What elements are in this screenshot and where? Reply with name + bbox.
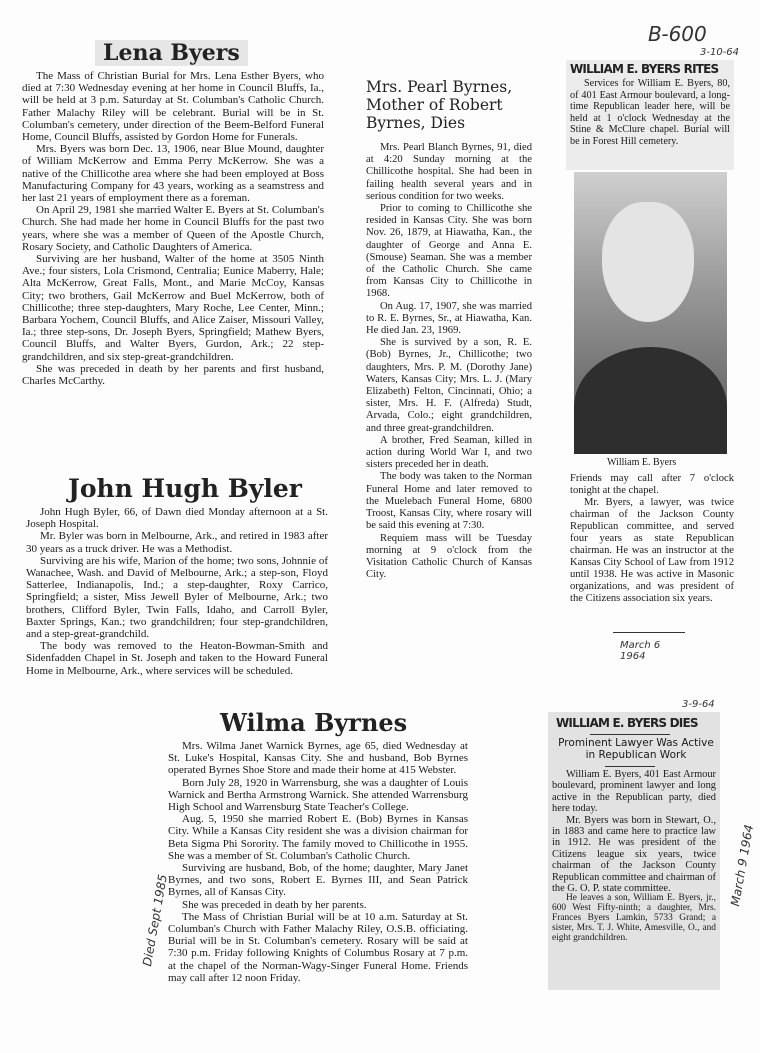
paragraph: The body was taken to the Norman Funeral Home and later removed to the Muelebach Funeral Home, 6800 Troost, Kansas City, where rosary will be said this evening at 7:30. <box>366 471 532 532</box>
paragraph: John Hugh Byler, 66, of Dawn died Monday afternoon at a St. Joseph Hospital. <box>26 506 328 531</box>
handwritten-date: 3-9-64 <box>682 699 715 710</box>
paragraph: The body was removed to the Heaton-Bowman-Smith and Sidenfadden Chapel in St. Joseph and taken to the Howard Funeral Home in Melbourne, Ark., where services will be scheduled. <box>26 640 328 677</box>
dies-article <box>552 769 716 943</box>
paragraph: The Mass of Christian Burial will be at 10 a.m. Saturday at St. Columban's Church with Father Malachy Riley, O.S.B. officiating. Burial will be in St. Columban's cemetery. Rosary will be said at 7:30 p.m. Friday following Knights of Columbus Rosary at 7 p.m. at the chapel of the Norman-Wagy-Singer Funeral Home. Friends may call after 12 noon Friday. <box>168 910 468 984</box>
paragraph: On Aug. 17, 1907, she was married to R. E. Byrnes, Sr., at Hiawatha, Kan. He died Jan. 23, 1969. <box>366 300 532 337</box>
lena-headline: Lena Byers <box>95 40 248 66</box>
divider <box>613 632 685 633</box>
lena-article <box>22 70 324 387</box>
paragraph: A brother, Fred Seaman, killed in action during World War I, and two sisters preceded her in death. <box>366 434 532 471</box>
byler-headline: John Hugh Byler <box>68 474 302 503</box>
paragraph: He leaves a son, William E. Byers, jr., 600 West Fifty-ninth; a daughter, Mrs. Frances Byers Lamkin, 5733 Grand; a sister, Mrs. T. J. White, Amesville, O., and eight grandchildren. <box>552 893 716 943</box>
paragraph: Surviving are his wife, Marion of the home; two sons, Johnnie of Wanachee, Wash. and David of Melbourne, Ark.; a step-son, Floyd Satterlee, Indianapolis, Ind.; a step-daughter, Roxy Carrico, Springfield; a sister, Miss Jewell Byler of Melbourne, Ark.; two brothers, Clifford Byler, Twin Falls, Idaho, and Carroll Byler, Baxter Springs, Kan.; two grandchildren; four step-grandchildren, and a step-great-grandchild. <box>26 554 328 641</box>
paragraph: Mr. Byers, a lawyer, was twice chairman of the Jackson County Republican committee, and served four years as state Republican chairman. He was an instructor at the Kansas City School of Law from 1912 until 1938. He was active in Masonic organizations, and was president of the Citizens association six years. <box>570 497 734 604</box>
byler-article <box>26 506 328 677</box>
paragraph: Mr. Byler was born in Melbourne, Ark., and retired in 1983 after 30 years as a truck driver. He was a Methodist. <box>26 530 328 555</box>
paragraph: Prior to coming to Chillicothe she resided in Kansas City. She was born Nov. 26, 1879, at Hiawatha, Kan., the daughter of George and Anna E. (Smouse) Seaman. She was a member of the Catholic Church. She came from Kansas City to Chillicothe in 1968. <box>366 203 532 300</box>
paragraph: Born July 28, 1920 in Warrensburg, she was a daughter of Louis Warnick and Bertha Armstrong Warnick. She attended Warrensburg High School and Warrensburg State Teacher's College. <box>168 776 468 814</box>
paragraph: She was preceded in death by her parents. <box>182 898 367 911</box>
photo-caption: William E. Byers <box>607 457 677 468</box>
paragraph: Mrs. Wilma Janet Warnick Byrnes, age 65, died Wednesday at St. Luke's Hospital, Kansas City. She and husband, Bob Byrnes operated Byrnes Shoe Store and made their home at 415 Webster. <box>168 740 468 777</box>
paragraph: William E. Byers, 401 East Armour boulevard, prominent lawyer and long active in the Republican party, died here today. <box>552 769 716 815</box>
dies-subheadline: Prominent Lawyer Was Active in Republican Work <box>558 737 714 761</box>
paragraph: Mr. Byers was born in Stewart, O., in 1883 and came here to practice law in 1912. He was president of the Citizens league six years, twice chairman of the Jackson County Republican committee and chairman of the G. O. P. state committee. <box>552 814 716 895</box>
paragraph: Mrs. Byers was born Dec. 13, 1906, near Blue Mound, daughter of William McKerrow and Emma Perry McKerrow. She was a native of the Chillicothe area where she had been employed at Boss Manufacturing Company for 43 years, working as a seamstress and her last 21 years of employment there as a foreman. <box>22 143 324 205</box>
paragraph: Friends may call after 7 o'clock tonight at the chapel. <box>570 473 734 496</box>
rites-article-continued <box>570 473 734 605</box>
pearl-article <box>366 142 532 581</box>
handwritten-ref: B-600 <box>648 22 707 46</box>
william-byers-photo <box>574 172 727 454</box>
paragraph: On April 29, 1981 she married Walter E. Byers at St. Columban's Church. She had made her home in Council Bluffs for the past two years, where she was a member of Queen of the Apostle Church, Rosary Society, and Catholic Daughters of America. <box>22 204 324 253</box>
paragraph: The Mass of Christian Burial for Mrs. Lena Esther Byers, who died at 7:30 Wednesday evening at her home in Council Bluffs, Ia., will be held at 3 p.m. Saturday at St. Columban's Catholic Church. Father Malachy Riley will be celebrant. Burial will be in St. Columban's cemetery, under direction of the Beem-Belford Funeral Home, Council Bluffs, assisted by Gordon Home for Funerals. <box>22 70 324 144</box>
handwritten-date: March 9 1964 <box>728 823 757 908</box>
rites-article <box>570 78 730 147</box>
wilma-headline: Wilma Byrnes <box>220 708 408 737</box>
paragraph: Surviving are her husband, Walter of the home at 3505 Ninth Ave.; four sisters, Lola Crismond, Centralia; Eunice Maberry, Hale; Alta McKerrow, Great Falls, Mont., and Marie McCoy, Kansas City; two brothers, Gail McKerrow and Buel McKerrow, both of Chillicothe; three step-daughters, Mary Roche, Lee Center, Minn.; Barbara Yochem, Council Bluffs, and Alice Zaiser, Missouri Valley, Ia.; three step-sons, Dr. Joseph Byers, Springfield; Mathew Byers, Council Bluffs, and Walter Byers, Gurdon, Ark.; 22 step-grandchildren, and six step-great-grandchildren. <box>22 253 324 363</box>
handwritten-date: 3-10-64 <box>700 47 740 58</box>
divider <box>605 766 655 767</box>
wilma-article <box>168 740 468 984</box>
pearl-headline: Mrs. Pearl Byrnes, Mother of Robert Byrnes, Dies <box>366 78 513 132</box>
dies-headline: WILLIAM E. BYERS DIES <box>556 716 698 730</box>
rites-headline: WILLIAM E. BYERS RITES <box>570 62 719 76</box>
paragraph: Surviving are husband, Bob, of the home; daughter, Mary Janet Byrnes, and two sons, Robert E. Byrnes III, and Sean Patrick Byrnes, all of Kansas City. <box>168 862 468 899</box>
handwritten-date: March 6 1964 <box>620 640 661 662</box>
paragraph: She is survived by a son, R. E. (Bob) Byrnes, Jr., Chillicothe; two daughters, Mrs. P. M. (Dorothy Jane) Waters, Kansas City; Mrs. L. J. (Mary Elizabeth) Felton, Cincinnati, Ohio; a sister, Mrs. H. F. (Alfreda) Studt, Arvada, Colo.; eight grandchildren, and three great-grandchildren. <box>366 337 532 434</box>
paragraph: Services for William E. Byers, 80, of 401 East Armour boulevard, a long-time Republican leader here, will be held at 1 o'clock Wednesday at the Stine & McClure chapel. Burial will be in Forest Hill cemetery. <box>570 78 730 147</box>
paragraph: Mrs. Pearl Blanch Byrnes, 91, died at 4:20 Sunday morning at the Chillicothe hospital. She had been in failing health several years and in serious condition for two weeks. <box>366 142 532 202</box>
divider <box>590 734 670 735</box>
paragraph: Aug. 5, 1950 she married Robert E. (Bob) Byrnes in Kansas City. While a Kansas City resident she was a division chairman for Beta Sigma Phi Sorority. The family moved to Chillicothe in 1955. She was a member of St. Columban's Catholic Church. <box>168 813 468 862</box>
paragraph: She was preceded in death by her parents and first husband, Charles McCarthy. <box>22 362 324 388</box>
paragraph: Requiem mass will be Tuesday morning at 9 o'clock from the Visitation Catholic Church of Kansas City. <box>366 532 532 581</box>
handwritten-note: Died Sept 1985 <box>140 873 170 968</box>
